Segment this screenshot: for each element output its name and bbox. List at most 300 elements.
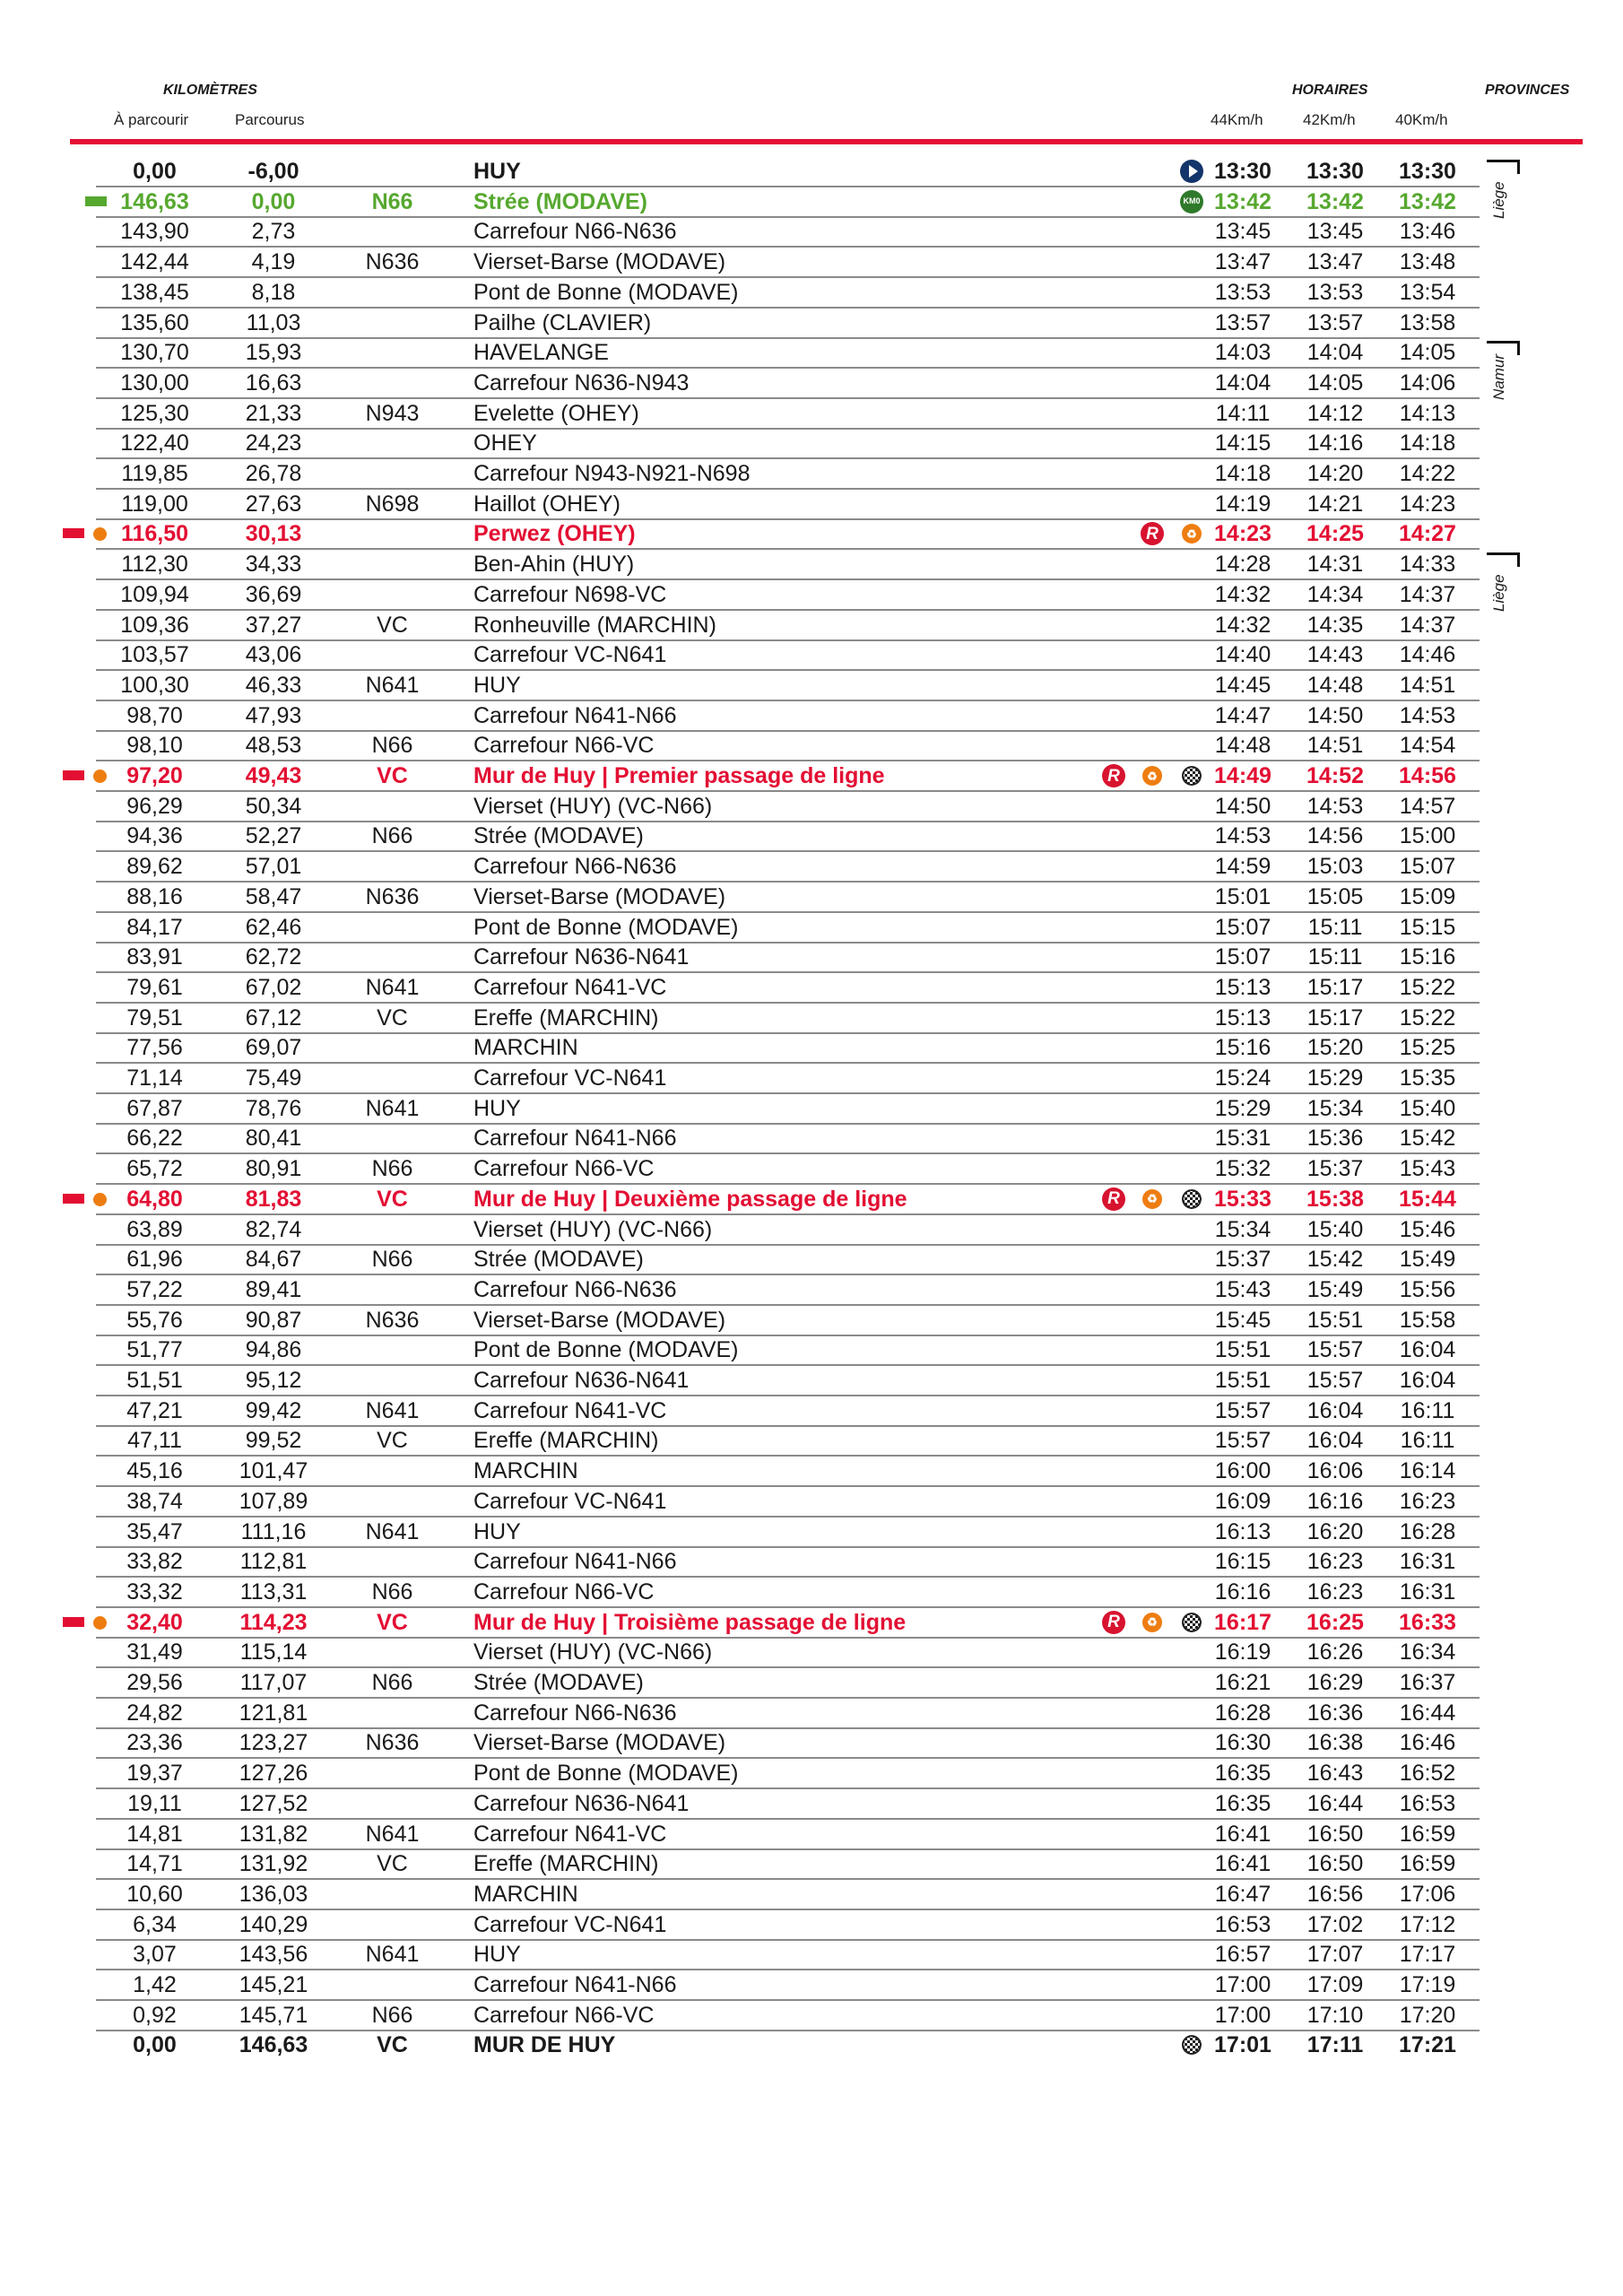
sprint-marker-icon (63, 1617, 84, 1627)
km-done: 84,67 (245, 1247, 302, 1273)
km-done: 80,91 (245, 1156, 302, 1182)
km-done: 131,92 (239, 1851, 308, 1877)
time-40kmh: 16:52 (1399, 1761, 1456, 1787)
km-remaining: 0,00 (133, 159, 177, 184)
km-done: 95,12 (245, 1368, 302, 1393)
time-40kmh: 15:07 (1399, 854, 1456, 880)
time-42kmh: 14:35 (1306, 612, 1364, 638)
table-row (0, 1244, 1623, 1274)
km-remaining: 33,82 (126, 1549, 183, 1575)
km-done: 30,13 (245, 521, 302, 547)
sprint-marker-icon (63, 770, 84, 780)
km-done: 57,01 (245, 854, 302, 880)
ravito-icon: R (1141, 522, 1164, 545)
location-name: Vierset (HUY) (VC-N66) (473, 1216, 713, 1242)
km-done: 47,93 (245, 702, 302, 728)
km-done: 145,21 (239, 1972, 308, 1997)
km-remaining: 109,94 (120, 581, 189, 607)
table-row (0, 1788, 1623, 1819)
time-42kmh: 13:53 (1306, 279, 1364, 305)
time-42kmh: 15:05 (1306, 883, 1364, 909)
time-42kmh: 15:03 (1306, 854, 1364, 880)
location-name: HUY (473, 672, 521, 698)
km-remaining: 89,62 (126, 854, 183, 880)
time-44kmh: 14:59 (1214, 854, 1271, 880)
km-remaining: 51,51 (126, 1368, 183, 1393)
time-40kmh: 15:09 (1399, 883, 1456, 909)
time-44kmh: 14:03 (1214, 340, 1271, 366)
time-44kmh: 14:19 (1214, 491, 1271, 517)
time-42kmh: 16:43 (1306, 1761, 1364, 1787)
km-done: 146,63 (239, 2032, 308, 2058)
location-name: OHEY (473, 430, 537, 457)
km-done: 81,83 (245, 1186, 302, 1212)
location-name: HAVELANGE (473, 340, 609, 366)
time-44kmh: 13:42 (1214, 188, 1271, 214)
time-42kmh: 16:29 (1306, 1670, 1364, 1695)
feed-zone-dot-icon (93, 1616, 107, 1630)
km-done: 27,63 (245, 491, 302, 517)
km-remaining: 31,49 (126, 1639, 183, 1665)
province-bracket (1487, 552, 1519, 555)
time-40kmh: 13:30 (1399, 159, 1456, 184)
time-42kmh: 16:06 (1306, 1458, 1364, 1484)
time-44kmh: 13:57 (1214, 309, 1271, 335)
table-row (0, 791, 1623, 822)
table-row (0, 489, 1623, 519)
province-bracket (1487, 160, 1519, 162)
time-40kmh: 16:31 (1399, 1549, 1456, 1575)
time-42kmh: 16:56 (1306, 1881, 1364, 1907)
time-40kmh: 16:37 (1399, 1670, 1456, 1695)
location-name: Evelette (OHEY) (473, 400, 639, 426)
road-number: N641 (365, 974, 420, 1000)
location-name: Carrefour VC-N641 (473, 1488, 667, 1514)
province-name: Liège (1490, 574, 1507, 613)
road-number: VC (377, 1609, 408, 1635)
time-44kmh: 14:04 (1214, 370, 1271, 396)
km-done: 34,33 (245, 552, 302, 578)
time-42kmh: 15:57 (1306, 1368, 1364, 1393)
time-44kmh: 15:07 (1214, 914, 1271, 940)
time-40kmh: 13:46 (1399, 219, 1456, 245)
time-42kmh: 15:49 (1306, 1276, 1364, 1302)
a-parcourir-heading: À parcourir (114, 111, 189, 128)
location-name: Pont de Bonne (MODAVE) (473, 914, 739, 940)
table-row (0, 670, 1623, 700)
location-name: Ereffe (MARCHIN) (473, 1851, 659, 1877)
time-40kmh: 16:04 (1399, 1368, 1456, 1393)
time-42kmh: 14:48 (1306, 672, 1364, 698)
road-number: N636 (365, 883, 420, 909)
road-number: N66 (371, 188, 413, 214)
table-row (0, 579, 1623, 610)
time-40kmh: 16:53 (1399, 1790, 1456, 1816)
road-number: N66 (371, 1578, 413, 1605)
location-name: MUR DE HUY (473, 2032, 616, 2058)
km-done: 49,43 (245, 763, 302, 788)
time-44kmh: 14:15 (1214, 430, 1271, 457)
time-40kmh: 13:54 (1399, 279, 1456, 305)
km-remaining: 130,00 (120, 370, 189, 396)
table-row (0, 2000, 1623, 2031)
table-row (0, 458, 1623, 489)
table-row (0, 2030, 1623, 2060)
table-row (0, 972, 1623, 1003)
location-name: Carrefour N66-VC (473, 1156, 655, 1182)
table-row (0, 398, 1623, 429)
location-name: Carrefour N636-N943 (473, 370, 690, 396)
location-name: Ben-Ahin (HUY) (473, 552, 635, 578)
table-row (0, 1879, 1623, 1909)
time-40kmh: 14:23 (1399, 491, 1456, 517)
time-40kmh: 15:22 (1399, 974, 1456, 1000)
km-done: 4,19 (251, 249, 296, 275)
time-40kmh: 16:59 (1399, 1851, 1456, 1877)
table-row (0, 156, 1623, 187)
km-done: 136,03 (239, 1881, 308, 1907)
time-44kmh: 16:17 (1214, 1609, 1271, 1635)
table-row (0, 368, 1623, 398)
km-remaining: 24,82 (126, 1700, 183, 1726)
time-40kmh: 15:25 (1399, 1035, 1456, 1061)
time-44kmh: 15:57 (1214, 1428, 1271, 1454)
feed-zone-dot-icon (93, 527, 107, 541)
finish-flag-icon (1182, 1613, 1202, 1632)
location-name: Vierset (HUY) (VC-N66) (473, 793, 713, 819)
table-row (0, 912, 1623, 943)
time-40kmh: 14:54 (1399, 733, 1456, 759)
time-42kmh: 13:42 (1306, 188, 1364, 214)
time-44kmh: 15:31 (1214, 1126, 1271, 1152)
km-remaining: 97,20 (126, 763, 183, 788)
time-44kmh: 15:07 (1214, 944, 1271, 970)
time-42kmh: 16:20 (1306, 1518, 1364, 1544)
km-done: 67,02 (245, 974, 302, 1000)
km-done: 62,72 (245, 944, 302, 970)
time-44kmh: 16:35 (1214, 1790, 1271, 1816)
parcourus-heading: Parcourus (235, 111, 305, 128)
time-40kmh: 15:40 (1399, 1095, 1456, 1121)
road-number: N66 (371, 1247, 413, 1273)
time-44kmh: 16:57 (1214, 1942, 1271, 1968)
km-done: 78,76 (245, 1095, 302, 1121)
location-name: Carrefour N66-N636 (473, 854, 677, 880)
time-40kmh: 15:00 (1399, 823, 1456, 849)
time-44kmh: 16:28 (1214, 1700, 1271, 1726)
table-row (0, 730, 1623, 761)
finish-flag-icon (1182, 1189, 1202, 1209)
km-done: 80,41 (245, 1126, 302, 1152)
location-name: Carrefour N641-VC (473, 974, 667, 1000)
time-44kmh: 15:33 (1214, 1186, 1271, 1212)
time-40kmh: 16:44 (1399, 1700, 1456, 1726)
recycle-icon: ♻ (1142, 1189, 1162, 1209)
location-name: Carrefour N66-N636 (473, 219, 677, 245)
km-remaining: 0,00 (133, 2032, 177, 2058)
table-row (0, 1093, 1623, 1124)
location-name: Carrefour VC-N641 (473, 1065, 667, 1091)
time-40kmh: 14:27 (1399, 521, 1456, 547)
km-done: 99,42 (245, 1397, 302, 1423)
location-name: Pont de Bonne (MODAVE) (473, 1761, 739, 1787)
km-done: 113,31 (239, 1578, 308, 1605)
table-row (0, 1667, 1623, 1698)
road-number: N66 (371, 2002, 413, 2028)
km-remaining: 130,70 (120, 340, 189, 366)
location-name: MARCHIN (473, 1881, 578, 1907)
time-40kmh: 15:56 (1399, 1276, 1456, 1302)
time-40kmh: 14:37 (1399, 581, 1456, 607)
table-row (0, 1365, 1623, 1396)
km-remaining: 66,22 (126, 1126, 183, 1152)
location-name: Carrefour N66-N636 (473, 1276, 677, 1302)
km-done: 90,87 (245, 1307, 302, 1333)
time-44kmh: 15:37 (1214, 1247, 1271, 1273)
km-remaining: 77,56 (126, 1035, 183, 1061)
km-remaining: 29,56 (126, 1670, 183, 1695)
time-42kmh: 14:21 (1306, 491, 1364, 517)
km-done: 43,06 (245, 642, 302, 668)
km-done: 26,78 (245, 461, 302, 486)
time-42kmh: 15:38 (1306, 1186, 1364, 1212)
km-done: 127,52 (239, 1790, 308, 1816)
time-40kmh: 14:46 (1399, 642, 1456, 668)
table-row (0, 1184, 1623, 1214)
time-40kmh: 14:56 (1399, 763, 1456, 788)
table-row (0, 1727, 1623, 1758)
km-remaining: 47,11 (127, 1428, 182, 1454)
location-name: Carrefour N66-VC (473, 733, 655, 759)
time-42kmh: 14:04 (1306, 340, 1364, 366)
time-44kmh: 14:28 (1214, 552, 1271, 578)
km-remaining: 103,57 (120, 642, 189, 668)
time-42kmh: 16:23 (1306, 1549, 1364, 1575)
km-done: 8,18 (251, 279, 296, 305)
time-40kmh: 15:44 (1399, 1186, 1456, 1212)
time-40kmh: 14:05 (1399, 340, 1456, 366)
table-row (0, 1123, 1623, 1153)
time-44kmh: 15:57 (1214, 1397, 1271, 1423)
time-40kmh: 16:11 (1400, 1397, 1455, 1423)
time-40kmh: 16:33 (1399, 1609, 1456, 1635)
table-row (0, 277, 1623, 308)
km-remaining: 116,50 (120, 521, 189, 547)
time-42kmh: 16:38 (1306, 1730, 1364, 1756)
province-bracket (1517, 341, 1520, 355)
km-done: 11,03 (246, 309, 301, 335)
km-remaining: 6,34 (133, 1911, 177, 1937)
road-number: N66 (371, 1156, 413, 1182)
table-row (0, 1456, 1623, 1486)
km-remaining: 45,16 (126, 1458, 183, 1484)
time-40kmh: 16:34 (1399, 1639, 1456, 1665)
time-42kmh: 17:11 (1306, 2032, 1364, 2058)
km-remaining: 47,21 (126, 1397, 183, 1423)
table-row (0, 761, 1623, 791)
location-name: HUY (473, 1095, 521, 1121)
time-42kmh: 14:43 (1306, 642, 1364, 668)
table-row (0, 549, 1623, 579)
time-40kmh: 15:46 (1399, 1216, 1456, 1242)
time-40kmh: 17:06 (1399, 1881, 1456, 1907)
location-name: Ereffe (MARCHIN) (473, 1428, 659, 1454)
road-number: VC (377, 763, 408, 788)
time-44kmh: 13:45 (1214, 219, 1271, 245)
location-name: Carrefour N641-N66 (473, 1126, 677, 1152)
time-44kmh: 13:30 (1214, 159, 1271, 184)
time-40kmh: 15:58 (1399, 1307, 1456, 1333)
time-42kmh: 15:36 (1306, 1126, 1364, 1152)
km-remaining: 38,74 (126, 1488, 183, 1514)
km-done: 15,93 (245, 340, 302, 366)
time-40kmh: 15:49 (1399, 1247, 1456, 1273)
table-row (0, 1003, 1623, 1033)
table-row (0, 1909, 1623, 1940)
time-44kmh: 15:16 (1214, 1035, 1271, 1061)
location-name: Carrefour N641-N66 (473, 1549, 677, 1575)
time-42kmh: 14:34 (1306, 581, 1364, 607)
km-done: 24,23 (245, 430, 302, 457)
km-done: -6,00 (247, 159, 299, 184)
km-done: 37,27 (245, 612, 302, 638)
location-name: Mur de Huy | Premier passage de ligne (473, 763, 885, 788)
time-44kmh: 14:47 (1214, 702, 1271, 728)
time-40kmh: 14:06 (1399, 370, 1456, 396)
recycle-icon: ♻ (1142, 1613, 1162, 1632)
km-remaining: 119,85 (121, 461, 188, 486)
time-42kmh: 15:17 (1306, 1004, 1364, 1031)
time-42kmh: 17:07 (1306, 1942, 1364, 1968)
time-42kmh: 14:51 (1306, 733, 1364, 759)
table-row (0, 1698, 1623, 1728)
ravito-icon: R (1102, 764, 1125, 787)
km-remaining: 23,36 (126, 1730, 183, 1756)
table-row (0, 1274, 1623, 1305)
time-44kmh: 14:45 (1214, 672, 1271, 698)
table-row (0, 1607, 1623, 1638)
time-44kmh: 15:51 (1214, 1337, 1271, 1363)
time-40kmh: 17:19 (1399, 1972, 1456, 1997)
km-remaining: 94,36 (126, 823, 183, 849)
table-row (0, 821, 1623, 851)
km-done: 94,86 (245, 1337, 302, 1363)
time-42kmh: 15:51 (1306, 1307, 1364, 1333)
time-42kmh: 13:45 (1306, 219, 1364, 245)
location-name: Vierset-Barse (MODAVE) (473, 249, 726, 275)
km-remaining: 0,92 (133, 2002, 177, 2028)
road-number: N641 (365, 1095, 420, 1121)
road-number: N943 (365, 400, 420, 426)
time-42kmh: 15:42 (1306, 1247, 1364, 1273)
location-name: Vierset-Barse (MODAVE) (473, 883, 726, 909)
location-name: MARCHIN (473, 1035, 578, 1061)
road-number: N641 (365, 672, 420, 698)
table-row (0, 216, 1623, 247)
km-done: 36,69 (245, 581, 302, 607)
time-44kmh: 14:53 (1214, 823, 1271, 849)
km-remaining: 125,30 (120, 400, 189, 426)
time-40kmh: 16:46 (1399, 1730, 1456, 1756)
location-name: Strée (MODAVE) (473, 823, 644, 849)
sprint-marker-icon (63, 528, 84, 538)
time-42kmh: 16:26 (1306, 1639, 1364, 1665)
road-number: N66 (371, 733, 413, 759)
km-done: 140,29 (239, 1911, 308, 1937)
table-row (0, 1063, 1623, 1093)
km-done: 2,73 (251, 219, 296, 245)
km-remaining: 96,29 (126, 793, 183, 819)
time-40kmh: 17:20 (1399, 2002, 1456, 2028)
time-40kmh: 16:11 (1400, 1428, 1455, 1454)
km-done: 145,71 (239, 2002, 308, 2028)
km-done: 16,63 (245, 370, 302, 396)
speed-44-heading: 44Km/h (1211, 111, 1263, 128)
location-name: Carrefour VC-N641 (473, 1911, 667, 1937)
km-remaining: 84,17 (126, 914, 183, 940)
km-done: 107,89 (239, 1488, 308, 1514)
time-44kmh: 14:48 (1214, 733, 1271, 759)
km-done: 58,47 (245, 883, 302, 909)
time-44kmh: 16:53 (1214, 1911, 1271, 1937)
road-number: N641 (365, 1397, 420, 1423)
km-done: 131,82 (239, 1821, 308, 1847)
start-icon (1180, 160, 1203, 183)
time-42kmh: 17:02 (1306, 1911, 1364, 1937)
time-40kmh: 14:22 (1399, 461, 1456, 486)
road-number: N641 (365, 1821, 420, 1847)
time-40kmh: 16:04 (1399, 1337, 1456, 1363)
location-name: Mur de Huy | Deuxième passage de ligne (473, 1186, 907, 1212)
road-number: VC (377, 1186, 408, 1212)
km-remaining: 109,36 (120, 612, 189, 638)
time-44kmh: 16:35 (1214, 1761, 1271, 1787)
province-bracket (1487, 341, 1519, 344)
road-number: VC (377, 1004, 408, 1031)
time-42kmh: 14:05 (1306, 370, 1364, 396)
table-row (0, 1153, 1623, 1184)
time-42kmh: 13:30 (1306, 159, 1364, 184)
time-44kmh: 14:18 (1214, 461, 1271, 486)
provinces-heading: PROVINCES (1485, 83, 1570, 98)
km-remaining: 1,42 (133, 1972, 177, 1997)
km-done: 75,49 (245, 1065, 302, 1091)
km-remaining: 83,91 (126, 944, 183, 970)
location-name: Ronheuville (MARCHIN) (473, 612, 716, 638)
time-44kmh: 15:32 (1214, 1156, 1271, 1182)
table-row (0, 1758, 1623, 1788)
kilometres-heading: KILOMÈTRES (163, 83, 257, 98)
time-40kmh: 14:37 (1399, 612, 1456, 638)
time-44kmh: 17:01 (1214, 2032, 1271, 2058)
time-40kmh: 13:58 (1399, 309, 1456, 335)
time-42kmh: 16:25 (1306, 1609, 1364, 1635)
speed-42-heading: 42Km/h (1303, 111, 1356, 128)
time-40kmh: 16:59 (1399, 1821, 1456, 1847)
time-40kmh: 14:18 (1399, 430, 1456, 457)
location-name: Perwez (OHEY) (473, 521, 636, 547)
km-done: 52,27 (245, 823, 302, 849)
table-row (0, 428, 1623, 458)
time-42kmh: 15:34 (1306, 1095, 1364, 1121)
km-done: 143,56 (239, 1942, 308, 1968)
table-row (0, 1939, 1623, 1970)
km-remaining: 143,90 (120, 219, 189, 245)
table-row (0, 247, 1623, 277)
time-44kmh: 15:01 (1214, 883, 1271, 909)
time-44kmh: 16:09 (1214, 1488, 1271, 1514)
km-done: 99,52 (245, 1428, 302, 1454)
